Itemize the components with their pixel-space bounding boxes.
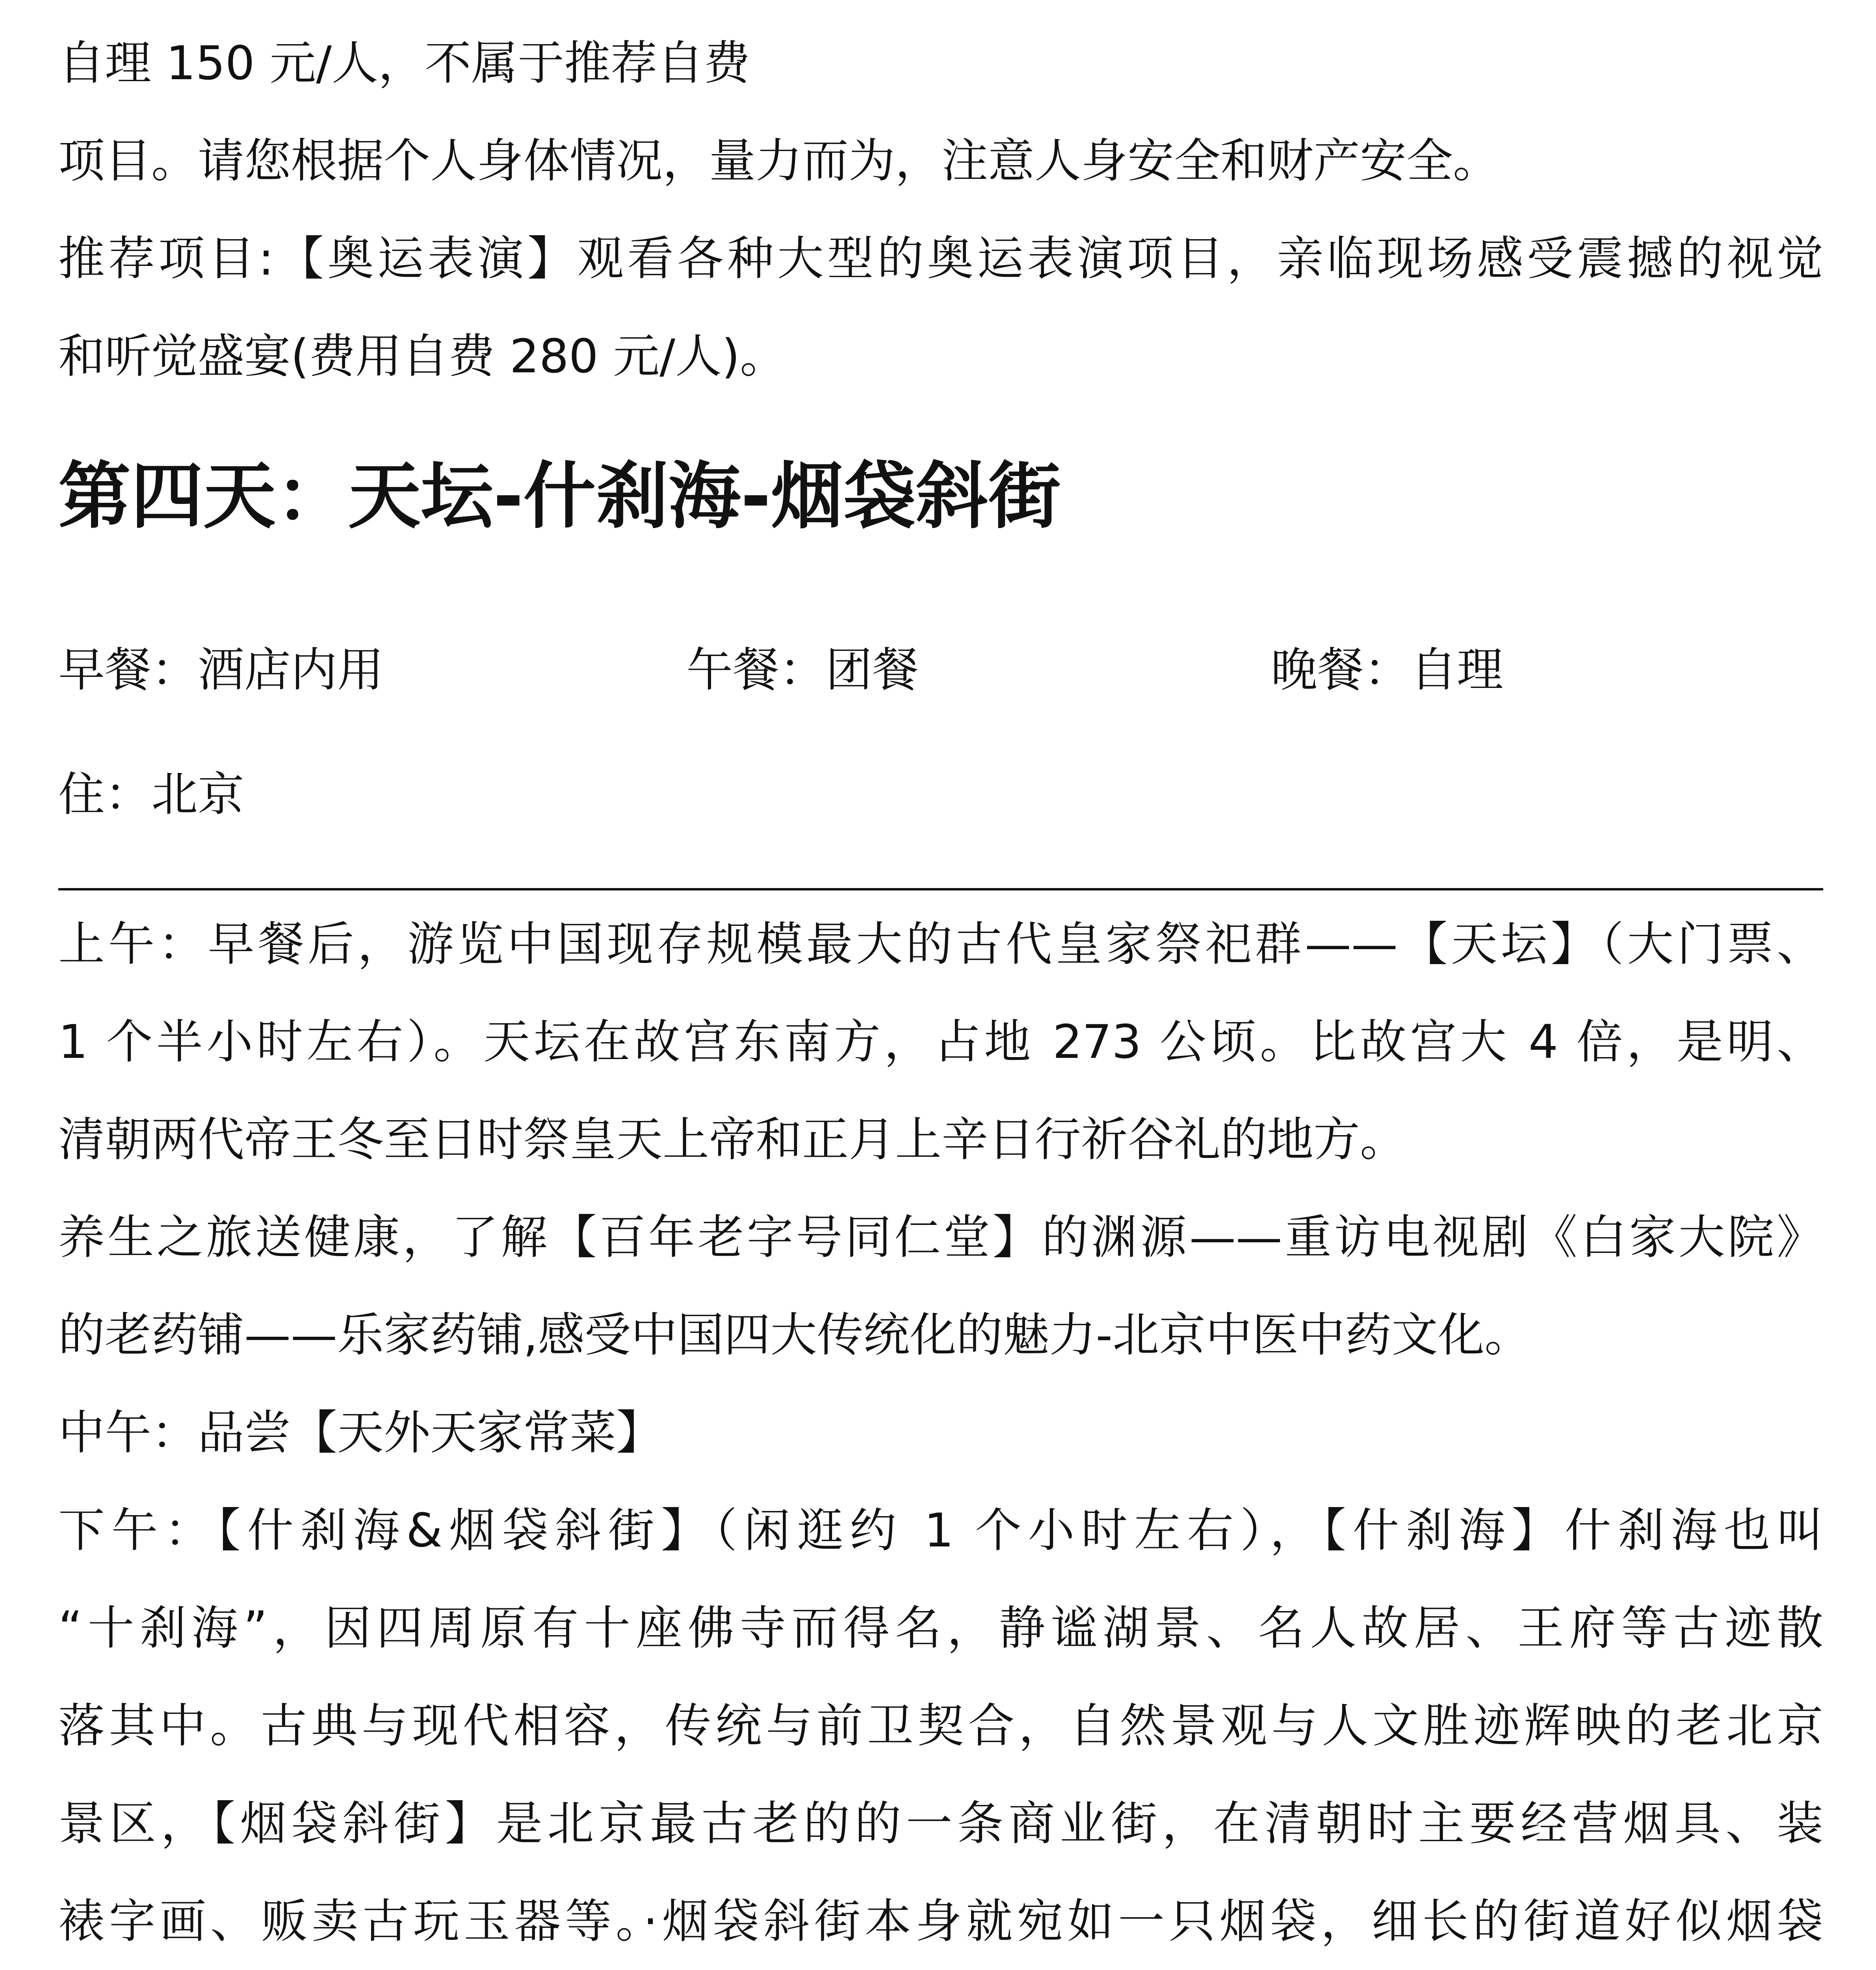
day4-title: 第四天：天坛-什刹海-烟袋斜街 — [58, 454, 1061, 539]
breakfast-info: 早餐：酒店内用 — [58, 643, 384, 697]
day4-line-4: 养生之旅送健康，了解【百年老字号同仁堂】的渊源——重访电视剧《白家大院》 — [58, 1210, 1823, 1264]
divider-line — [58, 888, 1823, 890]
dinner-info: 晚餐：自理 — [1271, 643, 1504, 697]
day4-line-2: 1 个半小时左右）。天坛在故宫东南方，占地 273 公顷。比故宫大 4 倍，是明、 — [58, 1015, 1823, 1069]
day4-line-8: “十刹海”，因四周原有十座佛寺而得名，静谧湖景、名人故居、王府等古迹散 — [58, 1601, 1823, 1655]
intro-line-2: 项目。请您根据个人身体情况，量力而为，注意人身安全和财产安全。 — [58, 134, 1500, 188]
day4-line-9: 落其中。古典与现代相容，传统与前卫契合，自然景观与人文胜迹辉映的老北京 — [58, 1699, 1823, 1753]
day4-line-7: 下午：【什刹海&烟袋斜街】（闲逛约 1 个小时左右），【什刹海】什刹海也叫 — [58, 1503, 1823, 1557]
day4-line-11: 裱字画、贩卖古玩玉器等。·烟袋斜街本身就宛如一只烟袋，细长的街道好似烟袋 — [58, 1894, 1823, 1948]
intro-line-1: 自理 150 元/人，不属于推荐自费 — [58, 36, 750, 90]
day4-line-1: 上午：早餐后，游览中国现存规模最大的古代皇家祭祀群——【天坛】（大门票、 — [58, 917, 1823, 971]
day4-line-6: 中午：品尝【天外天家常菜】 — [58, 1405, 663, 1460]
intro-line-4: 和听觉盛宴(费用自费 280 元/人)。 — [58, 329, 787, 383]
meals-row — [58, 611, 1823, 729]
day4-line-5: 的老药铺——乐家药铺,感受中国四大传统化的魅力-北京中医中药文化。 — [58, 1308, 1531, 1362]
intro-line-3: 推荐项目:【奥运表演】观看各种大型的奥运表演项目，亲临现场感受震撼的视觉 — [58, 231, 1823, 286]
day4-line-3: 清朝两代帝王冬至日时祭皇天上帝和正月上辛日行祈谷礼的地方。 — [58, 1112, 1407, 1167]
lunch-info: 午餐：团餐 — [686, 643, 919, 697]
day4-line-10: 景区，【烟袋斜街】是北京最古老的的一条商业街，在清朝时主要经营烟具、装 — [58, 1796, 1823, 1851]
stay-info: 住：北京 — [58, 767, 245, 821]
